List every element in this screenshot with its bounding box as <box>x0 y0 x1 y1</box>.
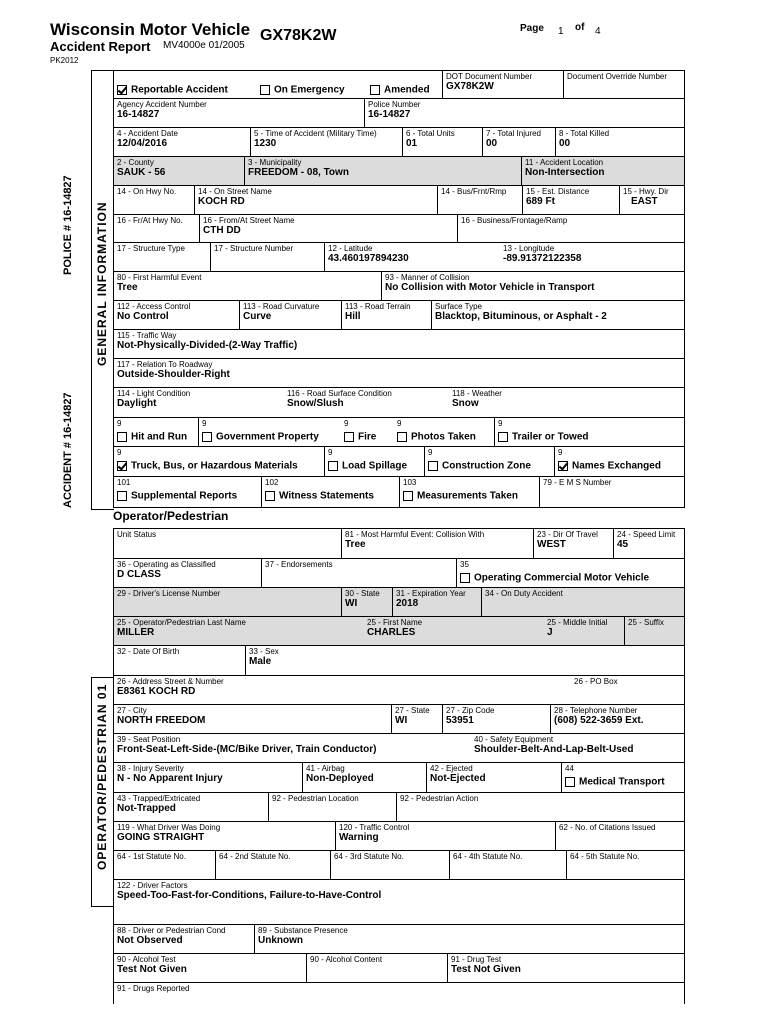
row-city <box>114 705 684 734</box>
row-license <box>114 588 684 617</box>
address-state: 27 - State WI <box>391 705 442 733</box>
row-relation <box>114 359 684 388</box>
row-from-at <box>114 215 684 243</box>
row-report-type <box>114 71 684 99</box>
telephone-number: 28 - Telephone Number (608) 522-3659 Ext. <box>550 705 686 733</box>
drugs-reported: 91 - Drugs Reported <box>117 984 190 993</box>
fire-checkbox[interactable] <box>344 432 354 442</box>
hit-and-run-checkbox[interactable] <box>117 432 127 442</box>
row-flags-2 <box>114 447 684 477</box>
total-injured: 7 - Total Injured 00 <box>482 128 555 156</box>
row-injury <box>114 763 684 793</box>
direction-of-travel: 23 - Dir Of Travel WEST <box>533 529 613 558</box>
police-number-vertical: POLICE # 16-14827 <box>62 175 74 275</box>
fire-field[interactable]: 9 Fire <box>344 419 377 443</box>
total-units: 6 - Total Units 01 <box>402 128 482 156</box>
row-reports <box>114 477 684 507</box>
accident-date: 4 - Accident Date 12/04/2016 <box>117 129 178 149</box>
date-of-birth: 32 - Date Of Birth <box>117 647 180 656</box>
from-at-street: 16 - From/At Street Name CTH DD <box>199 215 457 242</box>
fr-at-hwy-no: 16 - Fr/At Hwy No. <box>117 216 183 225</box>
statute-1: 64 - 1st Statute No. <box>117 852 186 861</box>
row-statutes <box>114 851 684 880</box>
form-title: Wisconsin Motor Vehicle <box>50 20 251 39</box>
road-terrain: 113 - Road Terrain Hill <box>341 301 431 329</box>
airbag: 41 - Airbag Non-Deployed <box>302 763 426 792</box>
accident-time: 5 - Time of Accident (Military Time) 1230 <box>250 128 402 156</box>
row-date <box>114 128 684 157</box>
accident-location: 11 - Accident Location Non-Intersection <box>521 157 686 185</box>
road-curvature: 113 - Road Curvature Curve <box>239 301 341 329</box>
accident-number-vertical: ACCIDENT # 16-14827 <box>62 392 74 508</box>
reportable-checkbox[interactable] <box>117 85 127 95</box>
license-state: 30 - State WI <box>341 588 392 616</box>
county: 2 - County SAUK - 56 <box>117 158 166 178</box>
on-hwy-no: 14 - On Hwy No. <box>117 187 177 196</box>
row-structure <box>114 243 684 272</box>
row-agency <box>114 99 684 128</box>
page-label: Page <box>520 23 544 34</box>
access-control: 112 - Access Control No Control <box>117 302 191 322</box>
on-street-name: 14 - On Street Name KOCH RD <box>194 186 437 214</box>
document-override-number: Document Override Number <box>563 71 686 98</box>
speed-limit: 24 - Speed Limit 45 <box>613 529 686 558</box>
unit-status: Unit Status <box>117 530 157 539</box>
city: 27 - City NORTH FREEDOM <box>117 706 206 726</box>
seat-position: 39 - Seat Position Front-Seat-Left-Side-(MC/Bike Driver, Train Conductor) <box>117 735 377 755</box>
supplemental-reports-field[interactable]: 101 Supplemental Reports <box>117 478 238 502</box>
truck-bus-hazmat-checkbox[interactable] <box>117 461 127 471</box>
row-address <box>114 676 684 705</box>
medical-transport-checkbox[interactable] <box>565 777 575 787</box>
statute-2: 64 - 2nd Statute No. <box>215 851 330 879</box>
alcohol-content: 90 - Alcohol Content <box>306 954 447 982</box>
row-street <box>114 186 684 215</box>
row-name <box>114 617 684 646</box>
hwy-direction: 15 - Hwy. Dir EAST <box>619 186 686 214</box>
pedestrian-action: 92 - Pedestrian Action <box>396 793 686 821</box>
sex: 33 - Sex Male <box>245 646 686 675</box>
substance-presence: 89 - Substance Presence Unknown <box>254 925 686 953</box>
government-property-checkbox[interactable] <box>202 432 212 442</box>
first-name: 25 - First Name CHARLES <box>367 618 423 638</box>
longitude: 13 - Longitude -89.91372122358 <box>503 244 582 264</box>
construction-zone-field[interactable]: 9 Construction Zone <box>424 447 554 476</box>
page-number: 1 <box>558 26 564 37</box>
bus-frnt-rmp: 14 - Bus/Frnt/Rmp <box>437 186 522 214</box>
last-name: 25 - Operator/Pedestrian Last Name MILLER <box>117 618 246 638</box>
hit-and-run-field[interactable]: 9 Hit and Run <box>117 419 188 443</box>
row-dob <box>114 646 684 676</box>
trailer-towed-field[interactable]: 9 Trailer or Towed <box>494 418 686 446</box>
load-spillage-checkbox[interactable] <box>328 461 338 471</box>
suffix: 25 - Suffix <box>624 617 686 645</box>
row-unit-status <box>114 529 684 559</box>
photos-taken-field[interactable]: 9 Photos Taken <box>397 419 476 443</box>
drug-test: 91 - Drug Test Test Not Given <box>447 954 686 982</box>
truck-bus-hazmat-field[interactable]: 9 Truck, Bus, or Hazardous Materials <box>117 448 298 472</box>
form-number: MV4000e 01/2005 <box>163 40 245 51</box>
supplemental-reports-checkbox[interactable] <box>117 491 127 501</box>
row-doing <box>114 822 684 851</box>
form-subtitle: Accident Report <box>50 39 151 54</box>
agency-accident-number: Agency Accident Number 16-14827 <box>117 100 207 120</box>
row-access <box>114 301 684 330</box>
pk-code: PK2012 <box>50 56 79 65</box>
row-trapped <box>114 793 684 822</box>
relation-to-roadway: 117 - Relation To Roadway Outside-Shoulder-Right <box>117 360 230 380</box>
operator-block <box>113 528 685 1004</box>
what-driver-was-doing: 119 - What Driver Was Doing GOING STRAIGHT <box>117 823 221 843</box>
manner-of-collision: 93 - Manner of Collision No Collision with Motor Vehicle in Transport <box>381 272 686 300</box>
commercial-vehicle-checkbox[interactable] <box>460 573 470 583</box>
measurements-taken-checkbox[interactable] <box>403 491 413 501</box>
municipality: 3 - Municipality FREEDOM - 08, Town <box>244 157 521 185</box>
row-seat <box>114 734 684 763</box>
row-factors <box>114 880 684 925</box>
names-exchanged-field[interactable]: 9 Names Exchanged <box>554 447 686 476</box>
reportable-accident-field[interactable]: Reportable Accident <box>114 71 254 98</box>
page-of-label: of <box>575 22 585 33</box>
weather: 118 - Weather Snow <box>452 389 502 409</box>
amended-checkbox[interactable] <box>370 85 380 95</box>
statute-4: 64 - 4th Statute No. <box>449 851 566 879</box>
row-county <box>114 157 684 186</box>
document-id: GX78K2W <box>260 27 337 44</box>
drivers-license-number: 29 - Driver's License Number <box>117 589 221 598</box>
trailer-towed-checkbox[interactable] <box>498 432 508 442</box>
safety-equipment: 40 - Safety Equipment Shoulder-Belt-And-Lap-Belt-Used <box>474 735 634 755</box>
expiration-year: 31 - Expiration Year 2018 <box>392 588 481 616</box>
row-harmful <box>114 272 684 301</box>
road-surface-condition: 116 - Road Surface Condition Snow/Slush <box>287 389 392 409</box>
ejected: 42 - Ejected Not-Ejected <box>426 763 561 792</box>
dot-document-number: DOT Document Number GX78K2W <box>442 71 563 98</box>
on-emergency-checkbox[interactable] <box>260 85 270 95</box>
commercial-vehicle-field[interactable]: 35 Operating Commercial Motor Vehicle <box>456 559 686 587</box>
amended-field[interactable]: Amended <box>367 71 442 98</box>
photos-taken-checkbox[interactable] <box>397 432 407 442</box>
business-frontage-ramp: 16 - Business/Frontage/Ramp <box>457 215 686 242</box>
trapped-extricated: 43 - Trapped/Extricated Not-Trapped <box>117 794 201 814</box>
on-duty-accident: 34 - On Duty Accident <box>481 588 686 616</box>
driver-factors: 122 - Driver Factors Speed-Too-Fast-for-Conditions, Failure-to-Have-Control <box>117 881 382 901</box>
measurements-taken-field[interactable]: 103 Measurements Taken <box>399 477 539 507</box>
general-info-vertical: GENERAL INFORMATION <box>95 201 109 366</box>
est-distance: 15 - Est. Distance 689 Ft <box>522 186 619 214</box>
light-condition: 114 - Light Condition Daylight <box>117 389 191 409</box>
most-harmful-event: 81 - Most Harmful Event: Collision With Tree <box>341 529 533 558</box>
traffic-way: 115 - Traffic Way Not-Physically-Divided-(2-Way Traffic) <box>117 331 298 351</box>
general-information-block <box>113 70 685 508</box>
row-drugs <box>114 983 684 1005</box>
operator-section-title: Operator/Pedestrian <box>113 509 229 523</box>
names-exchanged-checkbox[interactable] <box>558 461 568 471</box>
witness-statements-field[interactable]: 102 Witness Statements <box>261 477 399 507</box>
on-emergency-field[interactable]: On Emergency <box>257 71 367 98</box>
structure-number: 17 - Structure Number <box>210 243 324 271</box>
pedestrian-location: 92 - Pedestrian Location <box>268 793 396 821</box>
endorsements: 37 - Endorsements <box>261 559 456 587</box>
row-flags-1 <box>114 418 684 447</box>
statute-3: 64 - 3rd Statute No. <box>330 851 449 879</box>
injury-severity: 38 - Injury Severity N - No Apparent Injury <box>117 764 223 784</box>
construction-zone-checkbox[interactable] <box>428 461 438 471</box>
address: 26 - Address Street & Number E8361 KOCH RD <box>117 677 224 697</box>
row-traffic-way <box>114 330 684 359</box>
witness-statements-checkbox[interactable] <box>265 491 275 501</box>
row-alcohol <box>114 954 684 983</box>
row-condition <box>114 925 684 954</box>
first-harmful-event: 80 - First Harmful Event Tree <box>117 273 202 293</box>
police-number: Police Number 16-14827 <box>364 99 686 127</box>
page-total: 4 <box>595 26 601 37</box>
middle-initial: 25 - Middle Initial J <box>547 618 608 638</box>
latitude: 12 - Latitude 43.460197894230 <box>324 243 500 271</box>
zip-code: 27 - Zip Code 53951 <box>442 705 550 733</box>
statute-5: 64 - 5th Statute No. <box>566 851 686 879</box>
operating-as-classified: 36 - Operating as Classified D CLASS <box>117 560 216 580</box>
po-box: 26 - PO Box <box>574 677 618 686</box>
total-killed: 8 - Total Killed 00 <box>555 128 686 156</box>
citations-issued: 62 - No. of Citations Issued <box>555 822 686 850</box>
operator-vertical: OPERATOR/PEDESTRIAN 01 <box>95 683 109 870</box>
driver-condition: 88 - Driver or Pedestrian Cond Not Observed <box>117 926 226 946</box>
surface-type: Surface Type Blacktop, Bituminous, or Asphalt - 2 <box>431 301 686 329</box>
government-property-field[interactable]: 9 Government Property <box>198 418 341 446</box>
row-classified <box>114 559 684 588</box>
row-light <box>114 388 684 418</box>
medical-transport-field[interactable]: 44 Medical Transport <box>561 763 686 792</box>
alcohol-test: 90 - Alcohol Test Test Not Given <box>117 955 187 975</box>
ems-number: 79 - E M S Number <box>539 477 686 507</box>
structure-type: 17 - Structure Type <box>117 244 185 253</box>
load-spillage-field[interactable]: 9 Load Spillage <box>324 447 424 476</box>
traffic-control: 120 - Traffic Control Warning <box>335 822 555 850</box>
